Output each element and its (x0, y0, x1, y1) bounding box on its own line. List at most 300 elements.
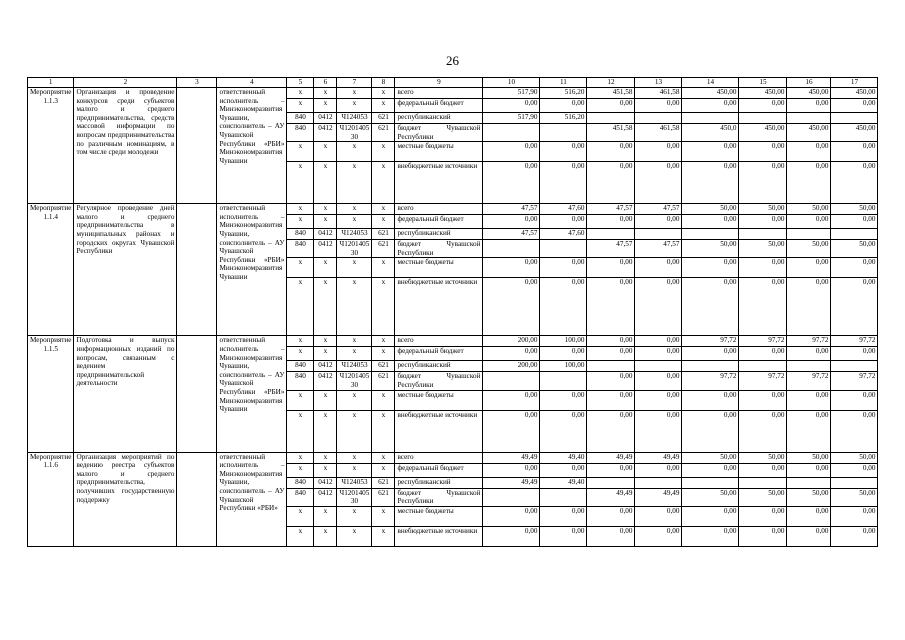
activity-label: Мероприятие 1.1.6 (28, 452, 74, 546)
value-cell: 0,00 (831, 506, 878, 526)
value-cell: 49,49 (635, 452, 682, 463)
code-cell: 840 (287, 361, 314, 372)
value-cell: 0,00 (831, 390, 878, 410)
funding-source-cell: всего (395, 336, 483, 347)
value-cell: 47,57 (635, 204, 682, 215)
value-cell: 0,00 (483, 258, 540, 278)
code-cell: x (372, 215, 395, 229)
code-cell: x (372, 88, 395, 99)
activity-description: Организация мероприятий по ведению реестра субъектов малого и среднего предпринимательства, получивших государственную поддержку (74, 452, 177, 546)
value-cell: 47,60 (540, 204, 587, 215)
funding-source-cell: федеральный бюджет (395, 215, 483, 229)
value-cell (540, 488, 587, 506)
value-cell: 49,40 (540, 452, 587, 463)
code-cell: 840 (287, 229, 314, 240)
code-cell: x (314, 347, 337, 361)
value-cell: 0,00 (483, 162, 540, 204)
code-cell: x (337, 506, 372, 526)
value-cell: 100,00 (540, 361, 587, 372)
code-cell: x (337, 390, 372, 410)
value-cell: 0,00 (682, 506, 739, 526)
value-cell (787, 361, 831, 372)
value-cell: 0,00 (739, 390, 787, 410)
value-cell: 0,00 (682, 390, 739, 410)
funding-source-cell: бюджет Чувашской Республики (395, 240, 483, 258)
value-cell: 0,00 (587, 347, 635, 361)
table-row (28, 336, 878, 347)
value-cell: 0,00 (483, 506, 540, 526)
value-cell (587, 229, 635, 240)
value-cell: 47,57 (483, 229, 540, 240)
value-cell: 97,72 (787, 372, 831, 390)
header-cell: 16 (787, 78, 831, 88)
value-cell (587, 113, 635, 124)
value-cell: 0,00 (739, 410, 787, 452)
code-cell: x (287, 215, 314, 229)
page-number: 26 (446, 53, 459, 68)
value-cell: 50,00 (831, 204, 878, 215)
code-cell: x (314, 506, 337, 526)
code-cell: x (337, 99, 372, 113)
value-cell (540, 124, 587, 142)
value-cell: 0,00 (635, 526, 682, 546)
code-cell: x (372, 336, 395, 347)
value-cell: 0,00 (635, 372, 682, 390)
value-cell (831, 361, 878, 372)
value-cell: 461,58 (635, 88, 682, 99)
value-cell: 0,00 (682, 463, 739, 477)
value-cell: 0,00 (787, 99, 831, 113)
table-row (28, 88, 878, 99)
value-cell: 50,00 (682, 452, 739, 463)
value-cell: 0,00 (587, 390, 635, 410)
header-cell: 1 (28, 78, 74, 88)
code-cell: 840 (287, 477, 314, 488)
value-cell: 0,00 (739, 142, 787, 162)
code-cell: x (287, 390, 314, 410)
value-cell (831, 229, 878, 240)
code-cell: 0412 (314, 477, 337, 488)
value-cell: 0,00 (483, 215, 540, 229)
code-cell: 621 (372, 240, 395, 258)
value-cell: 0,00 (787, 410, 831, 452)
code-cell: 621 (372, 372, 395, 390)
value-cell (787, 229, 831, 240)
code-cell: 840 (287, 372, 314, 390)
budget-table (27, 77, 878, 547)
value-cell (587, 477, 635, 488)
value-cell: 0,00 (682, 162, 739, 204)
value-cell: 0,00 (682, 526, 739, 546)
value-cell: 50,00 (739, 204, 787, 215)
empty-cell (177, 452, 217, 546)
value-cell: 0,00 (587, 258, 635, 278)
value-cell: 0,00 (540, 162, 587, 204)
code-cell: x (337, 258, 372, 278)
code-cell: 0412 (314, 229, 337, 240)
value-cell: 0,00 (540, 258, 587, 278)
code-cell: x (314, 452, 337, 463)
value-cell: 0,00 (540, 347, 587, 361)
value-cell: 450,00 (787, 124, 831, 142)
code-cell: x (372, 526, 395, 546)
header-cell: 12 (587, 78, 635, 88)
value-cell: 50,00 (739, 452, 787, 463)
value-cell: 0,00 (635, 347, 682, 361)
value-cell: 0,00 (831, 258, 878, 278)
value-cell: 50,00 (787, 240, 831, 258)
code-cell: Ч124053 (337, 477, 372, 488)
value-cell (682, 229, 739, 240)
header-row (28, 78, 878, 88)
value-cell: 450,00 (831, 124, 878, 142)
code-cell: 0412 (314, 124, 337, 142)
value-cell: 50,00 (739, 240, 787, 258)
value-cell: 0,00 (540, 99, 587, 113)
value-cell: 0,00 (635, 142, 682, 162)
value-cell: 50,00 (831, 452, 878, 463)
value-cell: 0,00 (787, 506, 831, 526)
funding-source-cell: всего (395, 452, 483, 463)
value-cell: 0,00 (635, 410, 682, 452)
value-cell (483, 240, 540, 258)
value-cell: 0,00 (682, 215, 739, 229)
code-cell: x (287, 452, 314, 463)
value-cell: 97,72 (739, 372, 787, 390)
value-cell: 0,00 (540, 278, 587, 336)
responsible-executor: ответственный исполнитель – Минэкономразвития Чувашии, соисполнитель – АУ Чувашской Республики «РБИ» Минэкономразвития Чувашии (217, 88, 287, 204)
value-cell: 50,00 (682, 240, 739, 258)
value-cell: 47,57 (483, 204, 540, 215)
code-cell: x (314, 142, 337, 162)
code-cell: x (314, 88, 337, 99)
code-cell: 621 (372, 488, 395, 506)
value-cell: 0,00 (483, 99, 540, 113)
code-cell: x (314, 204, 337, 215)
code-cell: x (337, 162, 372, 204)
table-row (28, 452, 878, 463)
value-cell: 0,00 (787, 347, 831, 361)
code-cell: x (314, 526, 337, 546)
code-cell: 0412 (314, 240, 337, 258)
code-cell: x (287, 347, 314, 361)
value-cell: 0,00 (483, 142, 540, 162)
value-cell: 0,00 (483, 463, 540, 477)
value-cell: 200,00 (483, 336, 540, 347)
value-cell: 49,40 (540, 477, 587, 488)
header-cell: 7 (337, 78, 372, 88)
code-cell: x (372, 162, 395, 204)
empty-cell (177, 204, 217, 336)
value-cell: 49,49 (587, 488, 635, 506)
value-cell: 0,00 (635, 278, 682, 336)
code-cell: 0412 (314, 113, 337, 124)
code-cell: x (372, 463, 395, 477)
value-cell: 0,00 (787, 215, 831, 229)
value-cell: 0,00 (483, 278, 540, 336)
code-cell: x (287, 336, 314, 347)
value-cell: 0,00 (787, 278, 831, 336)
value-cell: 97,72 (831, 372, 878, 390)
code-cell: x (287, 204, 314, 215)
value-cell: 450,0 (682, 124, 739, 142)
funding-source-cell: внебюджетные источники (395, 162, 483, 204)
code-cell: Ч1201405 30 (337, 488, 372, 506)
value-cell: 450,00 (831, 88, 878, 99)
value-cell: 0,00 (587, 278, 635, 336)
value-cell: 451,58 (587, 124, 635, 142)
value-cell: 47,57 (587, 240, 635, 258)
value-cell (739, 113, 787, 124)
value-cell: 0,00 (540, 390, 587, 410)
code-cell: 0412 (314, 361, 337, 372)
value-cell: 0,00 (787, 162, 831, 204)
code-cell: x (314, 463, 337, 477)
code-cell: x (314, 278, 337, 336)
value-cell: 0,00 (587, 410, 635, 452)
table-row (28, 204, 878, 215)
value-cell: 97,72 (831, 336, 878, 347)
code-cell: x (287, 142, 314, 162)
code-cell: x (337, 347, 372, 361)
value-cell: 0,00 (831, 142, 878, 162)
code-cell: x (372, 390, 395, 410)
code-cell: x (314, 336, 337, 347)
value-cell: 0,00 (682, 278, 739, 336)
code-cell: x (337, 463, 372, 477)
code-cell: x (287, 410, 314, 452)
funding-source-cell: всего (395, 88, 483, 99)
value-cell: 0,00 (831, 215, 878, 229)
value-cell: 97,72 (682, 336, 739, 347)
header-cell: 8 (372, 78, 395, 88)
value-cell (483, 124, 540, 142)
code-cell: Ч124053 (337, 113, 372, 124)
value-cell: 50,00 (787, 452, 831, 463)
funding-source-cell: республиканский (395, 477, 483, 488)
value-cell: 49,49 (587, 452, 635, 463)
value-cell: 450,00 (682, 88, 739, 99)
code-cell: 840 (287, 240, 314, 258)
code-cell: x (314, 215, 337, 229)
header-cell: 9 (395, 78, 483, 88)
funding-source-cell: внебюджетные источники (395, 526, 483, 546)
value-cell (831, 477, 878, 488)
value-cell: 0,00 (587, 162, 635, 204)
header-cell: 11 (540, 78, 587, 88)
value-cell (831, 113, 878, 124)
value-cell: 0,00 (739, 347, 787, 361)
funding-source-cell: федеральный бюджет (395, 463, 483, 477)
value-cell (787, 477, 831, 488)
activity-label: Мероприятие 1.1.4 (28, 204, 74, 336)
value-cell: 49,49 (483, 452, 540, 463)
funding-source-cell: местные бюджеты (395, 142, 483, 162)
code-cell: x (372, 506, 395, 526)
value-cell: 0,00 (739, 526, 787, 546)
code-cell: x (337, 278, 372, 336)
value-cell: 0,00 (483, 410, 540, 452)
value-cell: 50,00 (787, 204, 831, 215)
value-cell: 0,00 (831, 278, 878, 336)
value-cell: 50,00 (831, 240, 878, 258)
header-cell: 14 (682, 78, 739, 88)
code-cell: x (372, 410, 395, 452)
header-cell: 2 (74, 78, 177, 88)
code-cell: x (314, 99, 337, 113)
code-cell: x (287, 506, 314, 526)
value-cell (483, 488, 540, 506)
code-cell: x (372, 258, 395, 278)
value-cell (587, 361, 635, 372)
value-cell: 0,00 (831, 99, 878, 113)
value-cell: 0,00 (635, 506, 682, 526)
value-cell: 0,00 (587, 372, 635, 390)
value-cell: 0,00 (587, 526, 635, 546)
value-cell: 97,72 (787, 336, 831, 347)
value-cell: 0,00 (787, 258, 831, 278)
code-cell: x (372, 142, 395, 162)
code-cell: 621 (372, 361, 395, 372)
value-cell: 49,49 (483, 477, 540, 488)
code-cell: x (287, 463, 314, 477)
value-cell: 0,00 (587, 336, 635, 347)
value-cell: 97,72 (682, 372, 739, 390)
value-cell (635, 113, 682, 124)
value-cell (739, 477, 787, 488)
funding-source-cell: внебюджетные источники (395, 278, 483, 336)
value-cell: 0,00 (739, 278, 787, 336)
code-cell: x (287, 258, 314, 278)
value-cell: 0,00 (739, 99, 787, 113)
value-cell: 0,00 (587, 99, 635, 113)
activity-description: Регулярное проведение дней малого и среднего предпринимательства в муниципальных районах и городских округах Чувашской Республики (74, 204, 177, 336)
funding-source-cell: внебюджетные источники (395, 410, 483, 452)
code-cell: x (287, 99, 314, 113)
value-cell: 50,00 (682, 488, 739, 506)
value-cell (682, 113, 739, 124)
value-cell: 0,00 (831, 347, 878, 361)
value-cell: 0,00 (831, 162, 878, 204)
empty-cell (177, 88, 217, 204)
code-cell: x (337, 410, 372, 452)
value-cell: 0,00 (739, 162, 787, 204)
header-cell: 13 (635, 78, 682, 88)
value-cell (635, 361, 682, 372)
value-cell: 0,00 (587, 215, 635, 229)
value-cell: 0,00 (635, 162, 682, 204)
value-cell: 0,00 (831, 526, 878, 546)
value-cell: 50,00 (787, 488, 831, 506)
code-cell: x (337, 336, 372, 347)
value-cell (635, 477, 682, 488)
funding-source-cell: республиканский (395, 229, 483, 240)
code-cell: x (337, 215, 372, 229)
value-cell: 50,00 (682, 204, 739, 215)
code-cell: x (314, 390, 337, 410)
value-cell: 0,00 (739, 506, 787, 526)
value-cell: 0,00 (787, 463, 831, 477)
header-cell: 4 (217, 78, 287, 88)
value-cell (682, 361, 739, 372)
value-cell: 50,00 (739, 488, 787, 506)
header-cell: 17 (831, 78, 878, 88)
funding-source-cell: бюджет Чувашской Республики (395, 488, 483, 506)
funding-source-cell: местные бюджеты (395, 506, 483, 526)
code-cell: 0412 (314, 372, 337, 390)
code-cell: x (372, 278, 395, 336)
value-cell: 49,49 (635, 488, 682, 506)
responsible-executor: ответственный исполнитель – Минэкономразвития Чувашии, соисполнитель – АУ Чувашской Республики «РБИ» Минэкономразвития Чувашии (217, 336, 287, 452)
header-cell: 3 (177, 78, 217, 88)
value-cell: 200,00 (483, 361, 540, 372)
value-cell: 0,00 (483, 390, 540, 410)
value-cell: 0,00 (787, 390, 831, 410)
value-cell: 0,00 (587, 463, 635, 477)
value-cell: 517,90 (483, 113, 540, 124)
value-cell: 0,00 (635, 336, 682, 347)
activity-description: Организация и проведение конкурсов среди субъектов малого и среднего предпринимательства, средств массовой информации по вопросам предпринимательства по различным номинациям, в том числе среди молодежи (74, 88, 177, 204)
code-cell: x (372, 204, 395, 215)
code-cell: x (372, 452, 395, 463)
value-cell: 0,00 (682, 410, 739, 452)
code-cell: Ч1201405 30 (337, 372, 372, 390)
value-cell: 450,00 (787, 88, 831, 99)
value-cell (540, 240, 587, 258)
value-cell: 0,00 (587, 142, 635, 162)
value-cell: 47,57 (635, 240, 682, 258)
code-cell: Ч124053 (337, 361, 372, 372)
code-cell: 0412 (314, 488, 337, 506)
code-cell: Ч1201405 30 (337, 240, 372, 258)
code-cell: x (287, 162, 314, 204)
header-cell: 10 (483, 78, 540, 88)
code-cell: 840 (287, 488, 314, 506)
value-cell (483, 372, 540, 390)
value-cell: 0,00 (540, 410, 587, 452)
value-cell (739, 361, 787, 372)
value-cell: 0,00 (739, 258, 787, 278)
value-cell: 0,00 (635, 99, 682, 113)
funding-source-cell: республиканский (395, 113, 483, 124)
value-cell: 0,00 (540, 463, 587, 477)
value-cell (739, 229, 787, 240)
value-cell: 0,00 (540, 526, 587, 546)
code-cell: 621 (372, 477, 395, 488)
value-cell: 450,00 (739, 88, 787, 99)
code-cell: 621 (372, 229, 395, 240)
header-cell: 6 (314, 78, 337, 88)
value-cell: 0,00 (787, 526, 831, 546)
code-cell: x (372, 99, 395, 113)
code-cell: x (287, 526, 314, 546)
activity-label: Мероприятие 1.1.3 (28, 88, 74, 204)
code-cell: x (337, 204, 372, 215)
value-cell: 0,00 (587, 506, 635, 526)
header-cell: 5 (287, 78, 314, 88)
code-cell: x (287, 278, 314, 336)
empty-cell (177, 336, 217, 452)
code-cell: x (372, 347, 395, 361)
value-cell: 451,58 (587, 88, 635, 99)
value-cell (635, 229, 682, 240)
value-cell: 0,00 (635, 390, 682, 410)
value-cell: 516,20 (540, 88, 587, 99)
funding-source-cell: бюджет Чувашской Республики (395, 372, 483, 390)
value-cell: 0,00 (540, 142, 587, 162)
value-cell: 450,00 (739, 124, 787, 142)
code-cell: Ч1201405 30 (337, 124, 372, 142)
